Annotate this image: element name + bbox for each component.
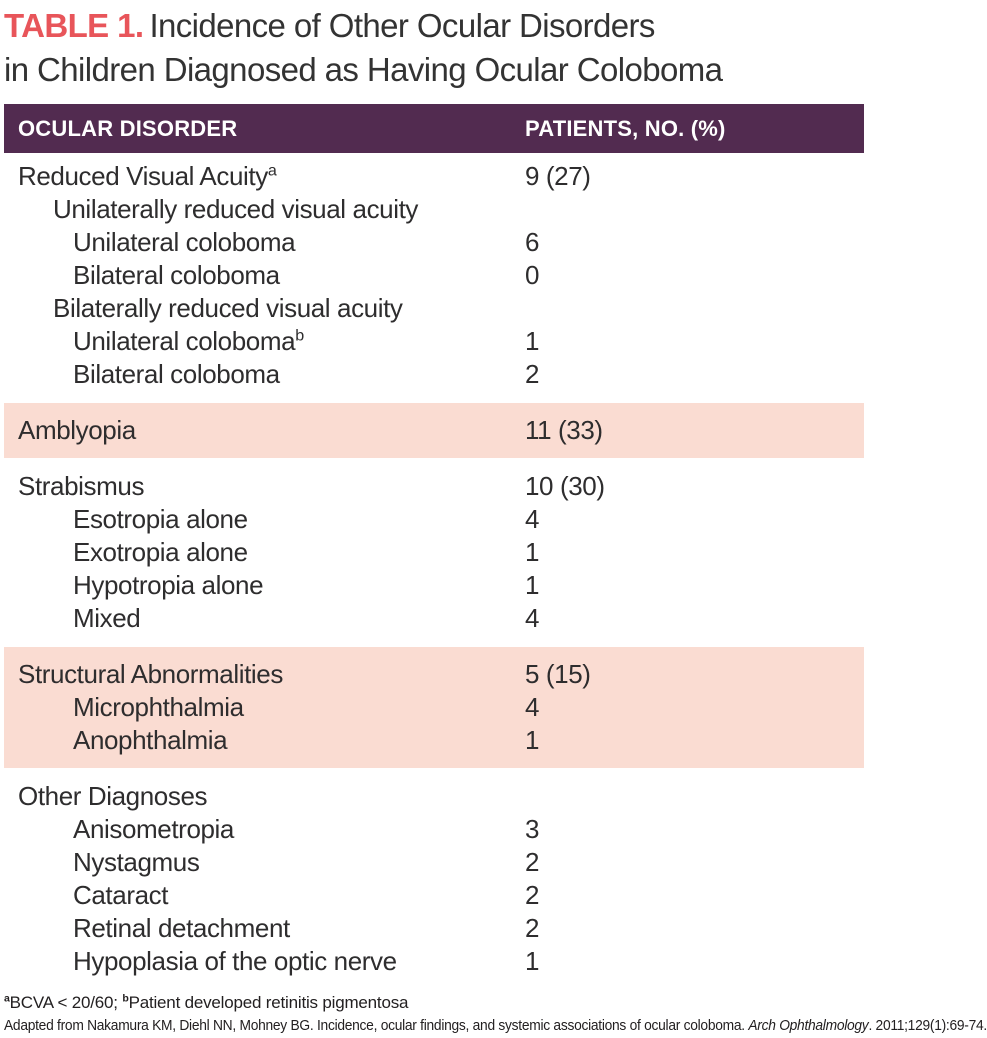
- footnote-text-b: Patient developed retinitis pigmentosa: [128, 993, 409, 1012]
- row-value: 2: [525, 880, 540, 910]
- row-value: 2: [525, 913, 540, 943]
- footnote-marker-b: b: [122, 992, 129, 1005]
- footnote-marker: a: [267, 161, 277, 180]
- footnote-1: [4, 993, 868, 1013]
- row-label: Hypoplasia of the optic nerve: [73, 946, 397, 976]
- row-label: Amblyopia: [18, 415, 136, 445]
- table-row: [4, 912, 864, 945]
- row-label: Bilaterally reduced visual acuity: [53, 293, 403, 323]
- row-value: 6: [525, 227, 540, 257]
- row-value: 2: [525, 359, 540, 389]
- table-row: [4, 325, 864, 358]
- row-label: Microphthalmia: [73, 692, 244, 722]
- source-text: Adapted from Nakamura KM, Diehl NN, Mohney BG. Incidence, ocular findings, and systemic associations of ocular coloboma.: [4, 1017, 749, 1034]
- footnote-text-a: BCVA < 20/60;: [9, 993, 123, 1012]
- title-line-1: [4, 4, 868, 48]
- row-label: Bilateral coloboma: [73, 359, 280, 389]
- title-text-1: Incidence of Other Ocular Disorders: [149, 7, 655, 44]
- row-label: Nystagmus: [73, 847, 200, 877]
- row-value: 1: [525, 570, 540, 600]
- table-row: [4, 602, 864, 635]
- row-label: Unilateral coloboma$^b$: [73, 326, 304, 356]
- title-text-2: in Children Diagnosed as Having Ocular Coloboma: [4, 51, 723, 88]
- table-row: [4, 292, 864, 325]
- row-label: Other Diagnoses: [18, 781, 208, 811]
- row-value: 1: [525, 537, 540, 567]
- column-header-ocular-disorder: OCULAR DISORDER: [18, 115, 238, 141]
- table-number: TABLE 1.: [4, 7, 144, 44]
- row-value: 11 (33): [525, 415, 603, 445]
- row-value: 4: [525, 603, 540, 633]
- table-section: [4, 403, 864, 458]
- row-label: Exotropia alone: [73, 537, 248, 567]
- table-row: [4, 193, 864, 226]
- table-section: [4, 773, 864, 985]
- row-value: 4: [525, 504, 540, 534]
- table-row: [4, 503, 864, 536]
- row-value: 3: [525, 814, 540, 844]
- row-label: Strabismus: [18, 471, 145, 501]
- row-label: Mixed: [73, 603, 141, 633]
- table-row: [4, 160, 864, 193]
- row-value: 9 (27): [525, 161, 591, 191]
- row-label: Esotropia alone: [73, 504, 248, 534]
- row-value: 1: [525, 326, 540, 356]
- footnote-marker-a: a: [4, 992, 10, 1005]
- row-label: Anisometropia: [73, 814, 234, 844]
- journal-name: Arch Ophthalmology: [748, 1017, 869, 1034]
- table-row: [4, 226, 864, 259]
- row-label: Reduced Visual Acuity$^a$: [18, 161, 277, 191]
- table-row: [4, 846, 864, 879]
- row-value: 5 (15): [525, 659, 591, 689]
- table-row: [4, 813, 864, 846]
- table-body: [4, 153, 868, 985]
- row-value: 1: [525, 946, 540, 976]
- row-label: Hypotropia alone: [73, 570, 264, 600]
- row-label: Retinal detachment: [73, 913, 290, 943]
- row-label: Bilateral coloboma: [73, 260, 280, 290]
- row-value: 1: [525, 725, 540, 755]
- row-value: 10 (30): [525, 471, 605, 501]
- table-row: [4, 879, 864, 912]
- table-header-bar: [4, 104, 864, 153]
- table-section: [4, 647, 864, 768]
- row-value: 4: [525, 692, 540, 722]
- row-label: Unilaterally reduced visual acuity: [53, 194, 419, 224]
- table-row: [4, 945, 864, 978]
- row-label: Structural Abnormalities: [18, 659, 283, 689]
- table-row: [4, 259, 864, 292]
- table-row: [4, 470, 864, 503]
- footnote-marker: b: [295, 326, 304, 345]
- source-citation: . 2011;129(1):69-74.: [868, 1017, 987, 1034]
- row-label: Anophthalmia: [73, 725, 228, 755]
- row-label: Unilateral coloboma: [73, 227, 296, 257]
- table-title: [4, 4, 868, 92]
- table-row: [4, 658, 864, 691]
- column-header-patients: PATIENTS, NO. (%): [525, 115, 726, 141]
- table-row: [4, 691, 864, 724]
- table-row: [4, 536, 864, 569]
- table-row: [4, 569, 864, 602]
- footnote-2: [4, 1017, 987, 1034]
- row-label: Cataract: [73, 880, 169, 910]
- table-row: [4, 724, 864, 757]
- table-row: [4, 414, 864, 447]
- row-value: 0: [525, 260, 540, 290]
- table-section: [4, 153, 864, 398]
- table-row: [4, 358, 864, 391]
- row-value: 2: [525, 847, 540, 877]
- table-row: [4, 780, 864, 813]
- table-section: [4, 463, 864, 642]
